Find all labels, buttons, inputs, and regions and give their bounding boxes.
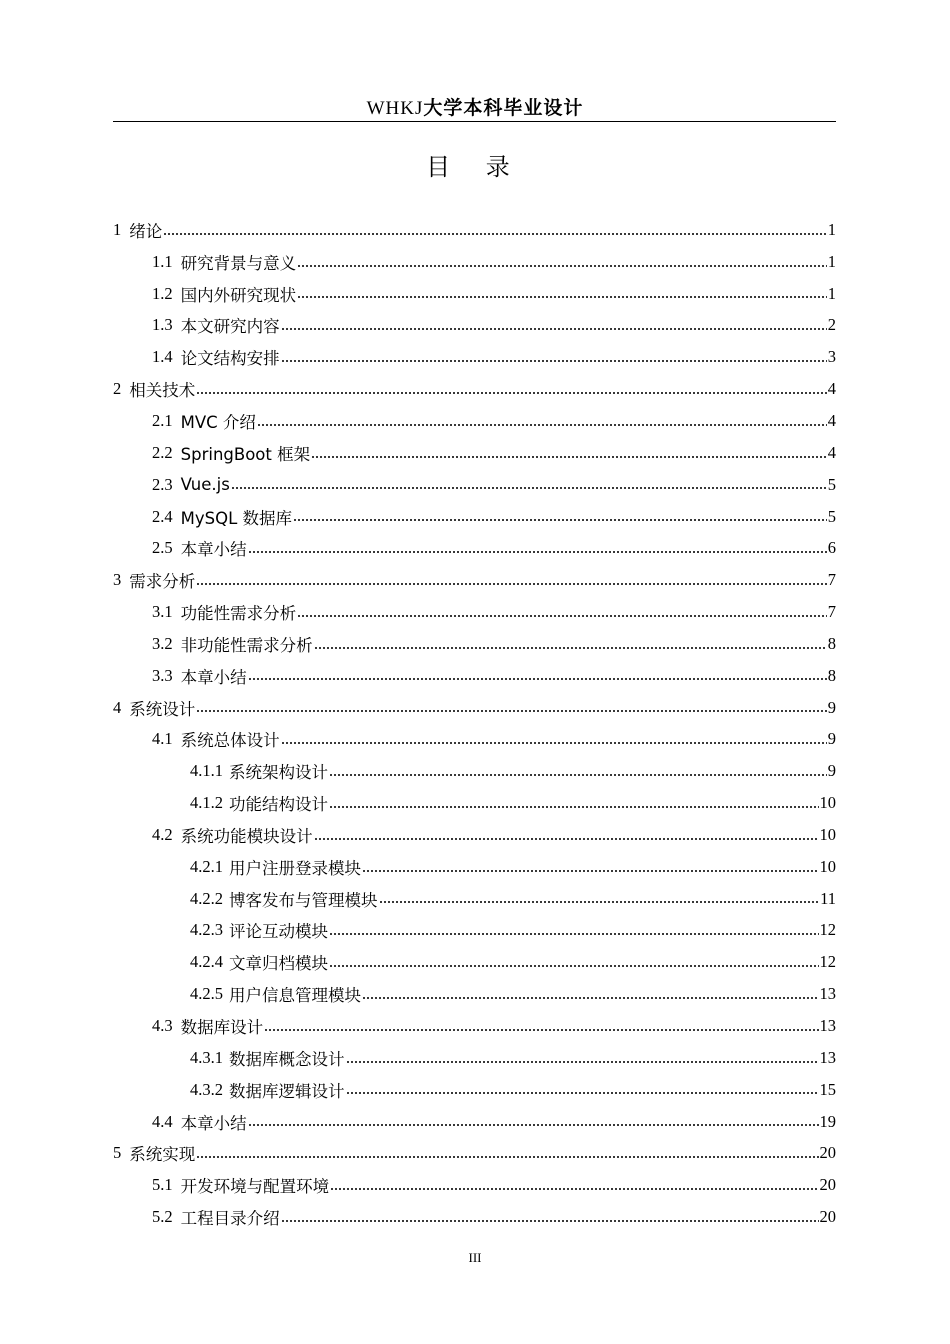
header-latin: WHKJ (366, 98, 424, 119)
toc-leader-dots (314, 638, 827, 655)
toc-leader-dots (329, 956, 819, 973)
toc-entry-title: 评论互动模块 (229, 922, 328, 942)
toc-entry-page: 3 (827, 347, 836, 367)
toc-entry[interactable] (113, 596, 836, 628)
toc-entry-page: 10 (819, 856, 836, 876)
toc-entry-page: 9 (827, 761, 836, 781)
toc-entry[interactable] (113, 1137, 836, 1169)
toc-entry-title: 开发环境与配置环境 (180, 1177, 330, 1197)
toc-entry-number: 2.1 (152, 410, 173, 430)
toc-leader-dots (379, 892, 820, 909)
toc-entry-page: 1 (827, 219, 836, 239)
toc-leader-dots (329, 765, 827, 782)
toc-entry-number: 4.1.1 (190, 761, 223, 781)
toc-leader-dots (248, 1115, 819, 1132)
toc-leader-dots (196, 383, 827, 400)
page-header (0, 93, 950, 120)
toc-leader-dots (362, 861, 819, 878)
table-of-contents (113, 214, 836, 1233)
toc-entry-page: 5 (827, 506, 836, 526)
header-rule (113, 121, 836, 122)
header-title: 大学本科毕业设计 (423, 97, 584, 119)
toc-entry-title: 功能结构设计 (229, 795, 328, 815)
toc-entry[interactable] (113, 1042, 836, 1074)
toc-entry-number: 4.2.4 (190, 952, 223, 972)
toc-entry-number: 3.1 (152, 602, 173, 622)
toc-entry-number: 5.2 (152, 1207, 173, 1227)
toc-entry-number: 4.2.3 (190, 920, 223, 940)
toc-entry-page: 4 (827, 442, 836, 462)
toc-entry-title: 研究背景与意义 (180, 253, 297, 273)
toc-entry[interactable] (113, 310, 836, 342)
toc-entry-number: 4.2 (152, 824, 173, 844)
toc-leader-dots (196, 701, 827, 718)
toc-entry-number: 3.2 (152, 633, 173, 653)
toc-leader-dots (346, 1083, 819, 1100)
toc-entry-page: 15 (819, 1079, 836, 1099)
toc-entry-number: 3.3 (152, 665, 173, 685)
toc-entry-number: 5.1 (152, 1175, 173, 1195)
toc-entry-number: 4.2.2 (190, 888, 223, 908)
toc-leader-dots (297, 606, 827, 623)
toc-entry-page: 9 (827, 697, 836, 717)
toc-entry-title: MVC 介绍 (180, 412, 256, 432)
toc-entry-title: 系统总体设计 (180, 731, 280, 751)
toc-leader-dots (346, 1052, 819, 1069)
toc-entry[interactable] (113, 341, 836, 373)
toc-leader-dots (297, 256, 827, 273)
toc-entry-page: 19 (819, 1111, 836, 1131)
toc-leader-dots (293, 510, 827, 527)
toc-entry-page: 4 (827, 410, 836, 430)
toc-entry-number: 2.5 (152, 538, 173, 558)
toc-entry-page: 10 (819, 824, 836, 844)
toc-leader-dots (362, 988, 819, 1005)
toc-entry[interactable] (113, 405, 836, 437)
toc-entry-page: 7 (827, 570, 836, 590)
toc-leader-dots (281, 319, 827, 336)
toc-entry-title: 功能性需求分析 (180, 604, 297, 624)
toc-entry-page: 20 (819, 1175, 836, 1195)
toc-entry[interactable] (113, 246, 836, 278)
toc-entry-page: 4 (827, 379, 836, 399)
toc-entry-page: 2 (827, 315, 836, 335)
toc-entry-page: 13 (819, 984, 836, 1004)
toc-entry-title: 文章归档模块 (229, 954, 328, 974)
toc-entry[interactable] (113, 501, 836, 533)
toc-entry-number: 4.3.2 (190, 1079, 223, 1099)
toc-entry[interactable] (113, 724, 836, 756)
toc-entry-number: 4.3 (152, 1016, 173, 1036)
toc-entry[interactable] (113, 1074, 836, 1106)
toc-leader-dots (231, 478, 827, 495)
toc-entry-title: 需求分析 (129, 572, 196, 592)
toc-entry-title: 用户信息管理模块 (229, 986, 361, 1006)
toc-entry[interactable] (113, 532, 836, 564)
toc-entry-page: 7 (827, 602, 836, 622)
toc-entry[interactable] (113, 437, 836, 469)
toc-entry-number: 4.1 (152, 729, 173, 749)
toc-entry-page: 8 (827, 665, 836, 685)
toc-entry-page: 20 (819, 1143, 836, 1163)
toc-entry-title: 系统设计 (129, 699, 196, 719)
toc-entry-number: 4 (113, 697, 122, 717)
toc-entry-number: 1.2 (152, 283, 173, 303)
toc-entry[interactable] (113, 1010, 836, 1042)
page-number: III (468, 1250, 482, 1265)
toc-entry-page: 6 (827, 538, 836, 558)
toc-entry-title: 数据库概念设计 (229, 1049, 345, 1069)
toc-leader-dots (281, 1211, 819, 1228)
toc-entry[interactable] (113, 978, 836, 1010)
toc-entry-number: 5 (113, 1143, 122, 1163)
toc-entry[interactable] (113, 692, 836, 724)
toc-entry-page: 12 (819, 952, 836, 972)
toc-entry-title: 系统架构设计 (229, 763, 328, 783)
toc-entry-number: 1.4 (152, 347, 173, 367)
toc-leader-dots (329, 924, 819, 941)
toc-entry[interactable] (113, 628, 836, 660)
toc-entry-page: 13 (819, 1047, 836, 1067)
toc-entry-number: 4.4 (152, 1111, 173, 1131)
toc-leader-dots (196, 574, 827, 591)
toc-leader-dots (329, 797, 819, 814)
toc-entry-title: 绪论 (129, 221, 163, 241)
toc-entry-number: 4.2.5 (190, 984, 223, 1004)
toc-leader-dots (281, 351, 827, 368)
toc-entry-number: 1.1 (152, 251, 173, 271)
toc-entry-page: 12 (819, 920, 836, 940)
toc-entry-page: 1 (827, 251, 836, 271)
toc-entry[interactable] (113, 819, 836, 851)
toc-entry-number: 1 (113, 219, 122, 239)
toc-entry[interactable] (113, 469, 836, 501)
toc-entry-title: 本章小结 (180, 667, 247, 687)
toc-title: 目 录 (426, 153, 524, 181)
toc-entry[interactable] (113, 1106, 836, 1138)
toc-leader-dots (330, 1179, 818, 1196)
toc-leader-dots (163, 224, 827, 241)
toc-entry[interactable] (113, 915, 836, 947)
toc-entry-page: 8 (827, 633, 836, 653)
toc-leader-dots (257, 415, 827, 432)
toc-leader-dots (314, 829, 819, 846)
toc-leader-dots (196, 1147, 818, 1164)
toc-leader-dots (297, 287, 827, 304)
toc-entry[interactable] (113, 660, 836, 692)
toc-entry[interactable] (113, 564, 836, 596)
toc-entry-title: 博客发布与管理模块 (229, 890, 378, 910)
toc-leader-dots (281, 733, 827, 750)
toc-entry[interactable] (113, 946, 836, 978)
toc-entry-title: 系统功能模块设计 (180, 826, 313, 846)
toc-entry-title: 本章小结 (180, 1113, 247, 1133)
toc-entry[interactable] (113, 755, 836, 787)
toc-entry[interactable] (113, 278, 836, 310)
toc-entry-title: 国内外研究现状 (180, 285, 297, 305)
toc-entry-title: 数据库逻辑设计 (229, 1081, 345, 1101)
toc-entry-title: 用户注册登录模块 (229, 858, 361, 878)
toc-entry[interactable] (113, 214, 836, 246)
toc-entry-number: 2 (113, 379, 122, 399)
toc-entry-title: 系统实现 (129, 1145, 196, 1165)
toc-leader-dots (248, 542, 827, 559)
toc-entry-title: 本章小结 (180, 540, 247, 560)
toc-entry-page: 5 (827, 474, 836, 494)
toc-leader-dots (248, 669, 827, 686)
toc-entry-page: 1 (827, 283, 836, 303)
toc-leader-dots (264, 1020, 818, 1037)
toc-leader-dots (311, 447, 827, 464)
toc-entry-title: 工程目录介绍 (180, 1209, 280, 1229)
toc-entry-number: 4.3.1 (190, 1047, 223, 1067)
toc-entry-title: 相关技术 (129, 381, 196, 401)
toc-entry-page: 9 (827, 729, 836, 749)
toc-entry[interactable] (113, 851, 836, 883)
toc-entry-title: 数据库设计 (180, 1018, 264, 1038)
toc-entry-title: Vue.js (180, 475, 230, 495)
toc-entry-number: 2.3 (152, 474, 173, 494)
toc-entry-page: 11 (820, 888, 836, 908)
toc-entry-title: 论文结构安排 (180, 349, 280, 369)
toc-entry-number: 4.1.2 (190, 793, 223, 813)
toc-entry-title: 非功能性需求分析 (180, 635, 313, 655)
toc-entry-title: 本文研究内容 (180, 317, 280, 337)
toc-entry-number: 4.2.1 (190, 856, 223, 876)
toc-entry-number: 3 (113, 570, 122, 590)
toc-entry-number: 1.3 (152, 315, 173, 335)
toc-entry-number: 2.4 (152, 506, 173, 526)
toc-entry-title: MySQL 数据库 (180, 508, 293, 528)
toc-entry[interactable] (113, 787, 836, 819)
toc-entry-title: SpringBoot 框架 (180, 444, 311, 464)
toc-entry-page: 10 (819, 793, 836, 813)
toc-entry-page: 20 (819, 1207, 836, 1227)
toc-entry[interactable] (113, 883, 836, 915)
toc-entry[interactable] (113, 1169, 836, 1201)
toc-entry[interactable] (113, 373, 836, 405)
toc-entry-page: 13 (819, 1016, 836, 1036)
toc-entry-number: 2.2 (152, 442, 173, 462)
toc-entry[interactable] (113, 1201, 836, 1233)
